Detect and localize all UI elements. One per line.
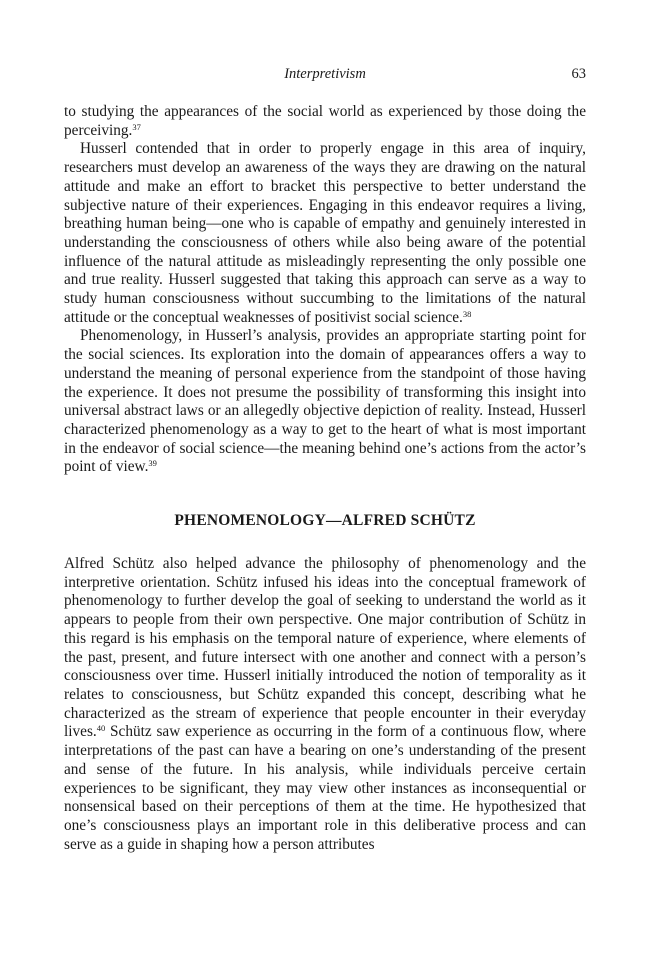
paragraph-husserl-bracketing — [64, 140, 586, 327]
paragraph-text: Phenomenology, in Husserl’s analysis, provides an appropriate starting point for the social sciences. Its exploration into the domain of appearances offers a way to understand the meaning of personal experience from the standpoint of those having the experience. It does not presume the possibility of transforming this insight into universal abstract laws or an allegedly objective depiction of reality. Instead, Husserl characterized phenomenology as a way to get to the heart of what is most important in the endeavor of social science—the meaning behind one’s actions from the actor’s point of view. — [64, 327, 586, 476]
paragraph-schutz — [64, 555, 586, 854]
section-heading: PHENOMENOLOGY—ALFRED SCHÜTZ — [174, 512, 476, 530]
paragraph-text: to studying the appearances of the social world as experienced by those doing the perceiving. — [64, 103, 586, 139]
paragraph-phenomenology-starting-point — [64, 327, 586, 477]
running-head — [64, 66, 586, 86]
footnote-marker: 37 — [132, 121, 141, 132]
footnote-marker: 38 — [462, 308, 472, 319]
body-text — [64, 103, 586, 854]
paragraph-text: Husserl contended that in order to properly engage in this area of inquiry, researchers must develop an awareness of the ways they are drawing on the natural attitude and make an effort to bracket this perspective to better understand the subjective nature of their experiences. Engaging in this endeavor requires a living, breathing human being—one who is capable of empathy and genuinely interested in understanding the consciousness of others while also being aware of the potential influence of the natural attitude as misleadingly representing the only possible one and true reality. Husserl suggested that taking this approach can serve as a way to study human consciousness without succumbing to the limitations of the natural attitude or the conceptual weaknesses of positivist social science. — [64, 140, 586, 326]
paragraph-continuation — [64, 103, 586, 140]
running-title: Interpretivism — [284, 66, 366, 82]
footnote-marker: 40 — [96, 723, 106, 734]
paragraph-text-continued: Schütz saw experience as occurring in the form of a continuous flow, where interpretations of the past can have a bearing on one’s understanding of the present and sense of the future. In his analysis, while individuals perceive certain experiences to be significant, they may view other instances as inconsequential or nonsensical based on their perceptions of them at the time. He hypothesized that one’s consciousness plays an important role in this deliberative process and can serve as a guide in shaping how a person attributes — [64, 723, 586, 853]
page-number: 63 — [571, 66, 586, 82]
paragraph-text: Alfred Schütz also helped advance the philosophy of phenomenology and the interpretive orientation. Schütz infused his ideas into the conceptual framework of phenomenology to further develop the goal of seeking to understand the world as it appears to people from their own perspective. One major contribution of Schütz in this regard is his emphasis on the temporal nature of experience, where elements of the past, present, and future intersect with one another and connect with a person’s consciousness over time. Husserl initially introduced the notion of temporality as it relates to consciousness, but Schütz expanded this concept, describing what he characterized as the stream of experience that people encounter in their everyday lives. — [64, 555, 586, 741]
footnote-marker: 39 — [148, 458, 157, 469]
